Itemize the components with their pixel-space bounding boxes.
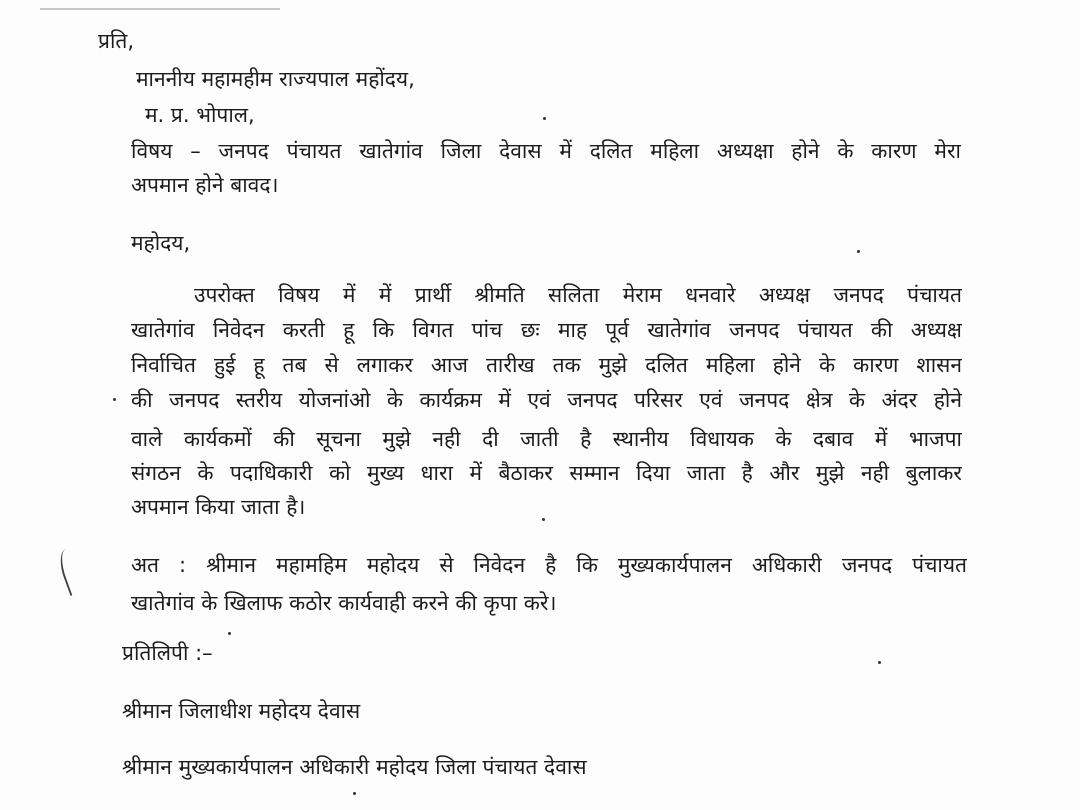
ink-speck [228, 632, 231, 635]
ink-speck [113, 398, 116, 401]
salutation-to: प्रति, [98, 29, 135, 53]
subject-line-2: अपमान होने बावद। [131, 173, 279, 197]
copy-recipient: श्रीमान मुख्यकार्यपालन अधिकारी महोदय जिला पंचायत देवास [122, 755, 587, 779]
request-line: अत : श्रीमान महामहिम महोदय से निवेदन है कि मुख्यकार्यपालन अधिकारी जनपद पंचायत [131, 553, 967, 577]
body-line: उपरोक्त विषय में में प्रार्थी श्रीमति सलिता मेराम धनवारे अध्यक्ष जनपद पंचायत [194, 283, 962, 307]
copy-recipient: श्रीमान जिलाधीश महोदय देवास [122, 699, 361, 723]
ink-speck [542, 518, 545, 521]
body-line: निर्वाचित हुई हू तब से लगाकर आज तारीख तक मुझे दलित महिला होने के कारण शासन [131, 353, 962, 377]
address-city: म. प्र. भोपाल, [145, 103, 255, 127]
ink-speck [353, 792, 356, 795]
ink-speck [543, 117, 546, 120]
copy-heading: प्रतिलिपी :– [122, 641, 213, 665]
subject-line-1: विषय – जनपद पंचायत खातेगांव जिला देवास में दलित महिला अध्यक्षा होने के कारण मेरा [131, 139, 961, 163]
ink-speck [857, 250, 860, 253]
addressee: माननीय महामहीम राज्यपाल महोंदय, [136, 67, 415, 91]
body-line: अपमान किया जाता है। [131, 495, 306, 519]
request-line: खातेगांव के खिलाफ कठोर कार्यवाही करने की कृपा करे। [131, 591, 557, 615]
ink-speck [878, 661, 881, 664]
body-line: संगठन के पदाधिकारी को मुख्य धारा में बैठाकर सम्मान दिया जाता है और मुझे नही बुलाकर [131, 461, 962, 485]
body-line: वाले कार्यकमों की सूचना मुझे नही दी जाती है स्थानीय विधायक के दबाव में भाजपा [131, 427, 962, 451]
margin-pen-mark [55, 546, 90, 596]
cropped-header-fragment [40, 0, 280, 10]
greeting: महोदय, [131, 231, 191, 255]
body-line: खातेगांव निवेदन करती हू कि विगत पांच छः माह पूर्व खातेगांव जनपद पंचायत की अध्यक्ष [131, 318, 962, 342]
body-line: की जनपद स्तरीय योजनांओ के कार्यक्रम में एवं जनपद परिसर एवं जनपद क्षेत्र के अंदर होने [131, 388, 962, 412]
